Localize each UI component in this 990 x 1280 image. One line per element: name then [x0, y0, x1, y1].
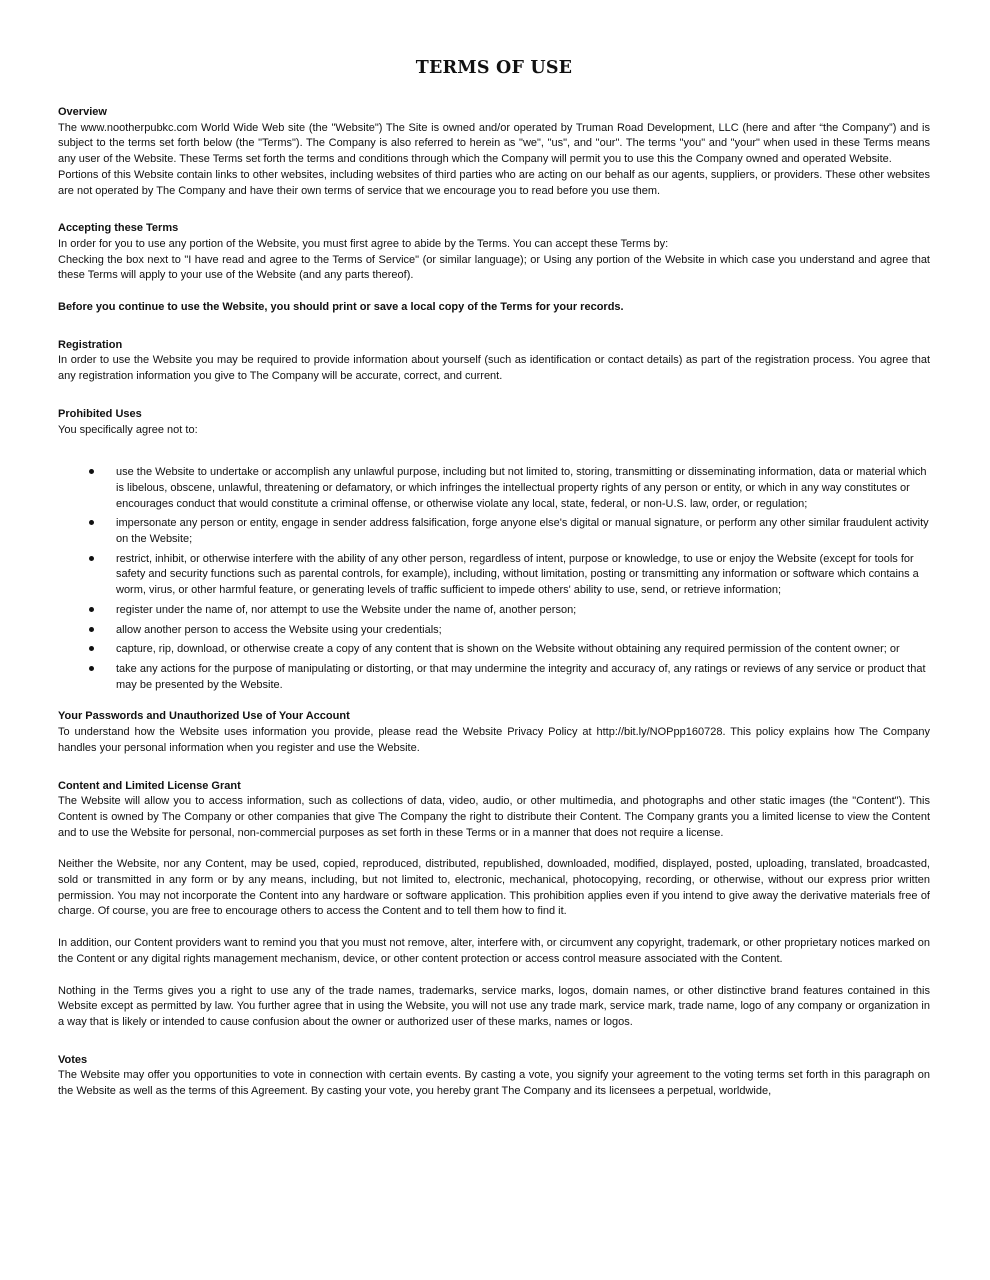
- list-item-text: capture, rip, download, or otherwise create a copy of any content that is shown on the Website without obtaining any required permission of the content owner; or: [116, 643, 900, 656]
- paragraph: Portions of this Website contain links to other websites, including websites of third parties who are acting on our behalf as our agents, suppliers, or providers. These other websites are not operated by The Company and have their own terms of service that we encourage you to read before you use them.: [58, 168, 930, 197]
- paragraph: In order to use the Website you may be required to provide information about yourself (such as identification or contact details) as part of the registration process. You agree that any registration information you give to The Company will be accurate, correct, and current.: [58, 354, 930, 383]
- bullet-icon: [89, 627, 94, 632]
- list-item: [58, 465, 930, 512]
- section-votes: [58, 1053, 930, 1100]
- bullet-icon: [89, 646, 94, 651]
- paragraph: Neither the Website, nor any Content, may be used, copied, reproduced, distributed, republished, downloaded, modified, displayed, posted, uploading, translated, broadcasted, sold or transmitted in any form or by any means, including, but not limited to, electronic, mechanical, photocopying, recording, or otherwise, without our express prior written permission. You may not incorporate the Content into any hardware or software application. This prohibition applies even if you intend to give away the derivative materials free of charge. Of course, you are free to encourage others to access the Content and to tell them how to find it.: [58, 858, 930, 918]
- list-item: [58, 603, 930, 619]
- list-item-text: take any actions for the purpose of manipulating or distorting, or that may undermine the integrity and accuracy of, any ratings or reviews of any service or product that may be presented by the Website.: [116, 662, 926, 691]
- list-item: [58, 642, 930, 658]
- list-item: [58, 552, 930, 599]
- list-item: [58, 516, 930, 547]
- section-prohibited-uses: [58, 407, 930, 694]
- section-registration: [58, 338, 930, 385]
- list-item-text: impersonate any person or entity, engage in sender address falsification, forge anyone else's digital or manual signature, or perform any other similar fraudulent activity on the Website;: [116, 517, 929, 546]
- section-heading: Content and Limited License Grant: [58, 779, 241, 792]
- paragraph: The www.nootherpubkc.com World Wide Web site (the "Website") The Site is owned and/or operated by Truman Road Development, LLC (here and after “the Company”) and is subject to the terms set forth below (the "Terms"). The Company is also referred to herein as "we", "us", and "our". The terms "you" and "your" when used in these Terms means any user of the Website. These Terms set forth the terms and conditions through which the Company will permit you to use this the Company owned and operated Website.: [58, 121, 930, 166]
- bullet-icon: [89, 666, 94, 671]
- list-item-text: use the Website to undertake or accomplish any unlawful purpose, including but not limited to, storing, transmitting or disseminating information, data or material which is libelous, obscene, unlawful, threatening or defamatory, or which infringes the intellectual property rights of any person or entity, or which in any way constitutes or encourages conduct that would constitute a criminal offense, or otherwise violate any local, state, federal, or non-U.S. law, order, or regulation;: [116, 466, 927, 510]
- print-notice: Before you continue to use the Website, you should print or save a local copy of the Terms for your records.: [58, 301, 624, 314]
- list-item-text: allow another person to access the Website using your credentials;: [116, 623, 442, 636]
- bullet-icon: [89, 607, 94, 612]
- section-passwords: [58, 709, 930, 756]
- section-heading: Prohibited Uses: [58, 407, 142, 420]
- bullet-icon: [89, 469, 94, 474]
- document-title: TERMS OF USE: [415, 58, 573, 78]
- list-item: [58, 623, 930, 639]
- list-item: [58, 662, 930, 693]
- paragraph: The Website may offer you opportunities to vote in connection with certain events. By casting a vote, you signify your agreement to the voting terms set forth in this paragraph on the Website as well as the terms of this Agreement. By casting your vote, you hereby grant The Company and its licensees a perpetual, worldwide,: [58, 1069, 930, 1098]
- bullet-icon: [89, 520, 94, 525]
- section-accepting-terms: [58, 221, 930, 316]
- paragraph: In order for you to use any portion of the Website, you must first agree to abide by the Terms. You can accept these Terms by:: [58, 237, 669, 250]
- list-item-text: restrict, inhibit, or otherwise interfere with the ability of any other person, regardless of intent, purpose or knowledge, to use or enjoy the Website (except for tools for safety and security functions such as parental controls, for example), including, without limitation, posting or transmitting any information or software which contains a worm, virus, or other harmful feature, or generating levels of traffic sufficient to impede others' ability to use, send, or retrieve information;: [116, 552, 919, 597]
- section-heading: Your Passwords and Unauthorized Use of Your Account: [58, 710, 350, 723]
- section-content-license: [58, 779, 930, 1031]
- section-heading: Overview: [58, 106, 107, 118]
- bullet-icon: [89, 556, 94, 561]
- list-item-text: register under the name of, nor attempt to use the Website under the name of, another person;: [116, 603, 577, 616]
- paragraph: The Website will allow you to access information, such as collections of data, video, audio, or other multimedia, and photographs and other static images (the "Content"). This Content is owned by The Company or other companies that give The Company the right to distribute their Content. The Company grants you a limited license to view the Content and to use the Website for personal, non-commercial purposes as set forth in these Terms or in a manner that does not require a license.: [58, 795, 930, 839]
- section-heading: Registration: [58, 338, 123, 351]
- paragraph: To understand how the Website uses information you provide, please read the Website Privacy Policy at http://bit.ly/NOPpp160728. This policy explains how The Company handles your personal information when you register and use the Website.: [58, 726, 930, 754]
- prohibited-uses-list: [58, 465, 930, 693]
- section-overview: [58, 105, 930, 199]
- paragraph: You specifically agree not to:: [58, 423, 198, 436]
- section-heading: Accepting these Terms: [58, 222, 179, 235]
- paragraph: Nothing in the Terms gives you a right to use any of the trade names, trademarks, service marks, logos, domain names, or other distinctive brand features contained in this Website except as permitted by law. You further agree that in using the Website, you will not use any trade mark, service mark, trade name, logo of any company or organization in a way that is likely or intended to cause confusion about the owner or authorized user of these marks, names or logos.: [58, 984, 930, 1028]
- section-heading: Votes: [58, 1053, 88, 1066]
- paragraph: In addition, our Content providers want to remind you that you must not remove, alter, interfere with, or circumvent any copyright, trademark, or other proprietary notices marked on the Content or any digital rights management mechanism, device, or other content protection or access control measure associated with the Content.: [58, 937, 930, 965]
- paragraph: Checking the box next to "I have read and agree to the Terms of Service" (or similar language); or Using any portion of the Website in which case you understand and agree that these Terms will apply to your use of the Website (and any parts thereof).: [58, 253, 930, 282]
